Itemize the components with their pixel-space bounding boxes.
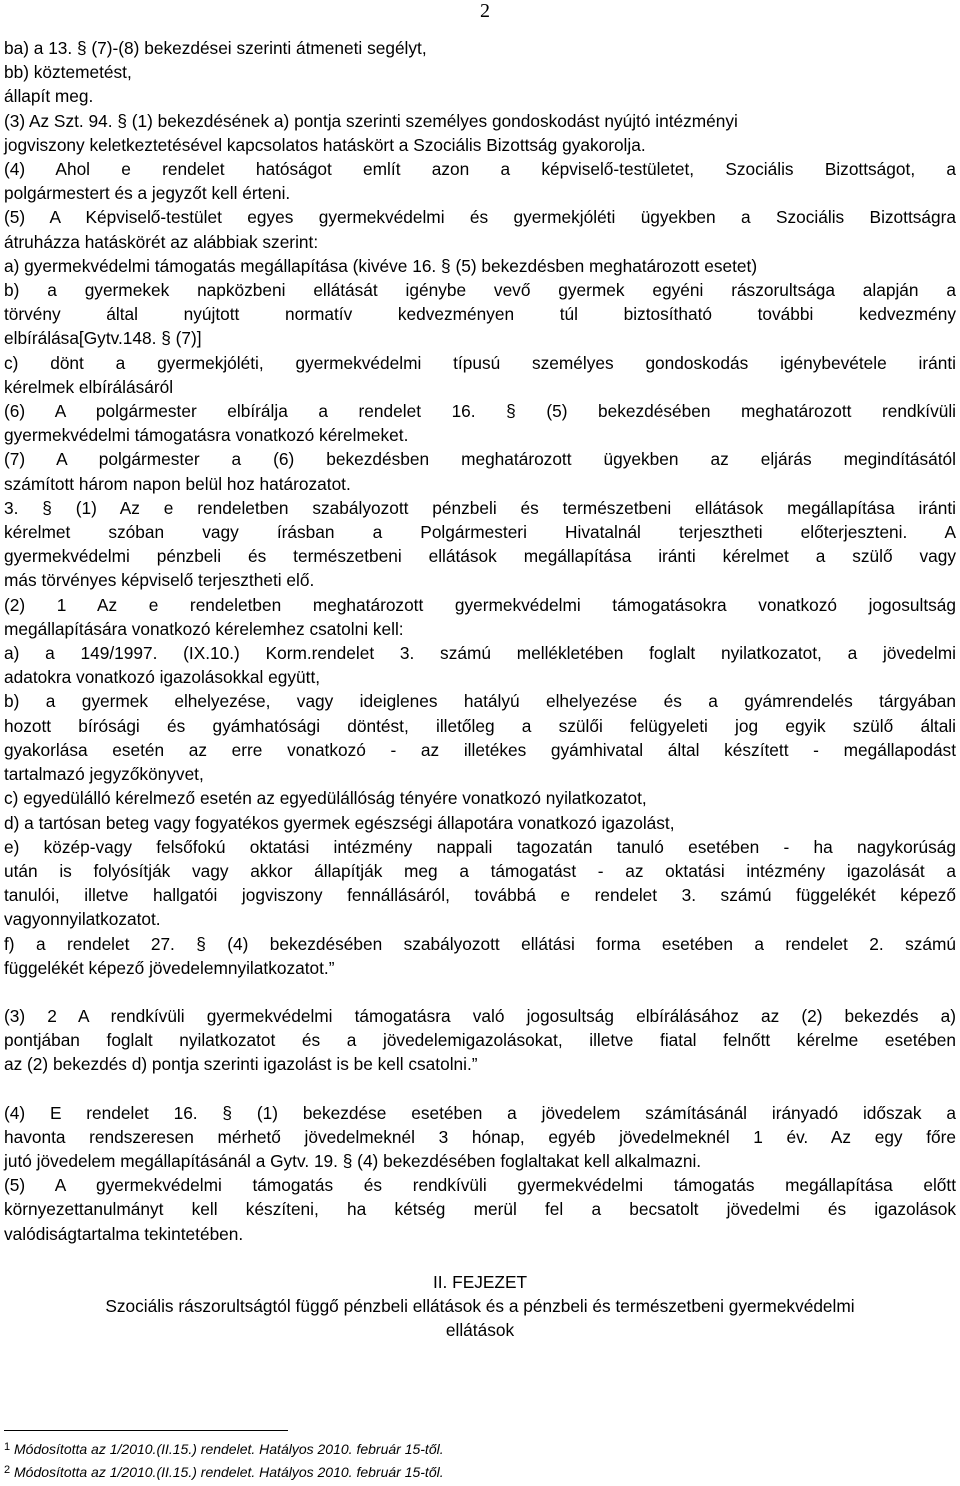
text-line: (4) E rendelet 16. § (1) bekezdése esetében a jövedelem számításánál irányadó időszak a [4, 1102, 956, 1123]
text-line: pontjában foglalt nyilatkozatot és a jövedelemigazolásokat, illetve fiatal felnőtt kérelme esetében [4, 1030, 956, 1051]
text-line: ba) a 13. § (7)-(8) bekezdései szerinti átmeneti segélyt, [4, 38, 427, 58]
text-line: (3) Az Szt. 94. § (1) bekezdésének a) pontja szerinti személyes gondoskodást nyújtó intézményi [4, 110, 738, 131]
page-number: 2 [480, 0, 490, 22]
text-line: után is folyósítják vagy akkor állapítják meg a támogatást - az oktatási intézmény igazolását a [4, 860, 956, 881]
text-line: 3. § (1) Az e rendeletben szabályozott pénzbeli és természetbeni ellátások megállapítása iránti [4, 497, 956, 518]
text-line: hozott bírósági és gyámhatósági döntést, illetőleg a szülői felügyeleti jog egyik szülő általi [4, 715, 956, 736]
footnote-1 [4, 1440, 444, 1458]
text-line: f) a rendelet 27. § (4) bekezdésében szabályozott ellátási forma esetében a rendelet 2. számú [4, 933, 956, 954]
text-line: adatokra vonatkozó igazolásokkal együtt, [4, 667, 321, 688]
text-line: számított három napon belül hoz határozatot. [4, 473, 351, 494]
text-line: (5) A gyermekvédelmi támogatás és rendkívüli gyermekvédelmi támogatás megállapítása előtt [4, 1175, 956, 1196]
text-line: az (2) bekezdés d) pontja szerinti igazolást is be kell csatolni.” [4, 1054, 478, 1075]
footnote-separator [4, 1430, 288, 1431]
footnote-mark: 2 [4, 1464, 11, 1476]
text-line: törvény által nyújtott normatív kedvezményen túl biztosítható további kedvezmény [4, 304, 956, 325]
text-line: átruházza hatáskörét az alábbiak szerint: [4, 231, 319, 252]
text-line: kérelmet szóban vagy írásban a Polgármesteri Hivatalnál terjesztheti előterjeszteni. A [4, 522, 956, 543]
text-line: kérelmek elbírálásáról [4, 376, 174, 397]
text-line: elbírálása[Gytv.148. § (7)] [4, 328, 202, 349]
text-line: (6) A polgármester elbírálja a rendelet 16. § (5) bekezdésében meghatározott rendkívüli [4, 401, 956, 422]
document-body [4, 36, 956, 1342]
text-line: környezettanulmányt kell készíteni, ha kétség merül fel a becsatolt jövedelmi és igazolások [4, 1199, 956, 1220]
text-line: függelékét képező jövedelemnyilatkozatot.” [4, 957, 335, 978]
text-line: (2) 1 Az e rendeletben meghatározott gyermekvédelmi támogatásokra vonatkozó jogosultság [4, 594, 956, 615]
text-line: havonta rendszeresen mérhető jövedelmeknél 3 hónap, egyéb jövedelmeknél 1 év. Az egy főre [4, 1126, 956, 1147]
footnote-2 [4, 1463, 444, 1481]
text-line: d) a tartósan beteg vagy fogyatékos gyermek egészségi állapotára vonatkozó igazolást, [4, 812, 675, 833]
text-line: polgármestert és a jegyzőt kell érteni. [4, 183, 291, 204]
text-line: a) gyermekvédelmi támogatás megállapítása (kivéve 16. § (5) bekezdésben meghatározott esetet) [4, 255, 758, 276]
footnote-text: Módosította az 1/2010.(II.15.) rendelet. Hatályos 2010. február 15-től. [14, 1464, 444, 1480]
text-line: bb) köztemetést, [4, 62, 132, 83]
chapter-heading: II. FEJEZET [432, 1271, 528, 1292]
text-line: (5) A Képviselő-testület egyes gyermekvédelmi és gyermekjóléti ügyekben a Szociális Bizottságra [4, 207, 956, 228]
text-line: c) dönt a gyermekjóléti, gyermekvédelmi típusú személyes gondoskodás igénybevétele iránti [4, 352, 956, 373]
text-line: tartalmazó jegyzőkönyvet, [4, 764, 204, 785]
text-line: tanulói, illetve hallgatói jogviszony fennállásáról, továbbá e rendelet 3. számú függelékét képező [4, 885, 956, 906]
text-line: b) a gyermekek napközbeni ellátását igénybe vevő gyermek egyéni rászorultsága alapján a [4, 280, 956, 301]
footnote-text: Módosította az 1/2010.(II.15.) rendelet. Hatályos 2010. február 15-től. [14, 1441, 444, 1457]
text-line: (4) Ahol e rendelet hatóságot említ azon a képviselő-testületet, Szociális Bizottságot, a [4, 159, 956, 180]
text-line: gyermekvédelmi pénzbeli és természetbeni ellátások megállapítása iránti kérelmet a szülő vagy [4, 546, 956, 567]
footnote-mark: 1 [4, 1441, 11, 1453]
text-line: c) egyedülálló kérelmező esetén az egyedülállóság tényére vonatkozó nyilatkozatot, [4, 788, 647, 809]
text-line: a) a 149/1997. (IX.10.) Korm.rendelet 3. számú mellékletében foglalt nyilatkozatot, a jövedelmi [4, 643, 956, 664]
text-line: jogviszony keletkeztetésével kapcsolatos hatáskört a Szociális Bizottság gyakorolja. [4, 134, 646, 155]
chapter-title: Szociális rászorultságtól függő pénzbeli ellátások és a pénzbeli és természetbeni gyermekvédelmi [105, 1295, 855, 1316]
text-line: gyermekvédelmi támogatásra vonatkozó kérelmeket. [4, 425, 409, 446]
text-line: b) a gyermek elhelyezése, vagy ideiglenes hatályú elhelyezése és a gyámrendelés tárgyában [4, 691, 956, 712]
text-line: megállapítására vonatkozó kérelemhez csatolni kell: [4, 618, 404, 639]
text-line: (3) 2 A rendkívüli gyermekvédelmi támogatásra való jogosultság elbírálásához az (2) bekezdés a) [4, 1005, 956, 1026]
text-line: valódiságtartalma tekintetében. [4, 1223, 244, 1244]
text-line: vagyonnyilatkozatot. [4, 909, 161, 930]
text-line: jutó jövedelem megállapításánál a Gytv. 19. § (4) bekezdésében foglaltakat kell alkalmazni. [4, 1150, 702, 1171]
text-line: más törvényes képviselő terjesztheti elő. [4, 570, 315, 591]
text-line: e) közép-vagy felsőfokú oktatási intézmény nappali tagozatán tanuló esetében - ha nagykorúság [4, 836, 956, 857]
text-line: állapít meg. [4, 86, 94, 107]
text-line: (7) A polgármester a (6) bekezdésben meghatározott ügyekben az eljárás megindításától [4, 449, 956, 470]
chapter-title: ellátások [445, 1320, 515, 1341]
text-line: gyakorlása esetén az erre vonatkozó - az illetékes gyámhivatal által készített - megállapodást [4, 739, 956, 760]
